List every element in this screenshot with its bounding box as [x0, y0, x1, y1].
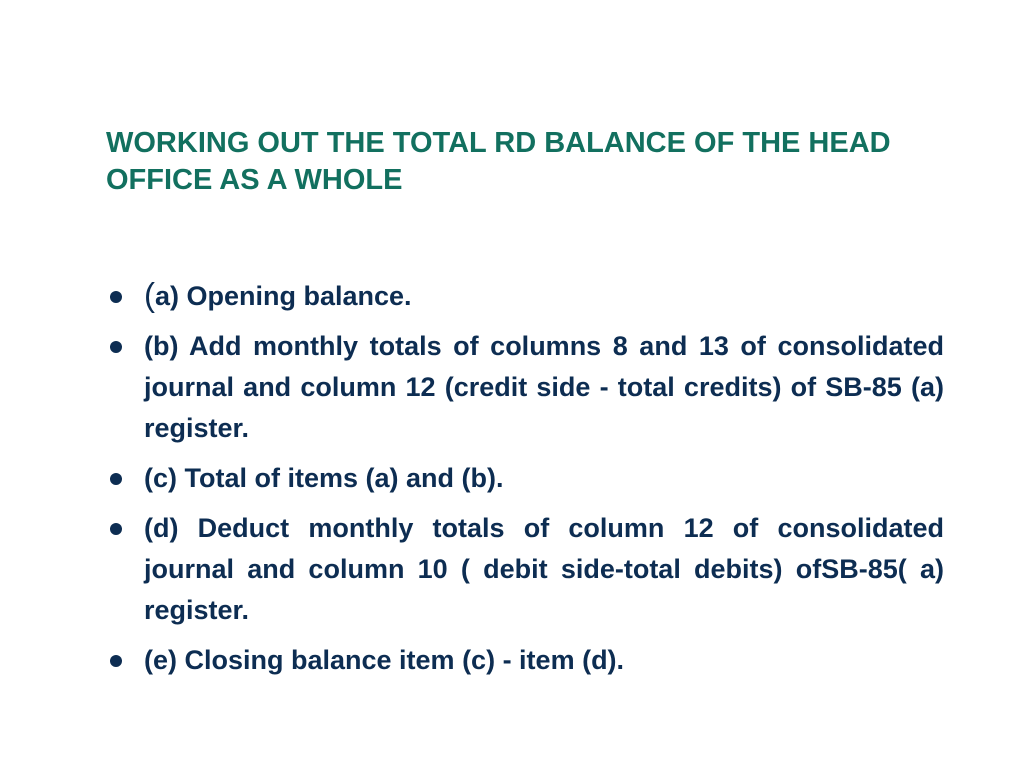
bullet-list: [106, 276, 944, 690]
bullet-text: (b) Add monthly totals of columns 8 and 13 of consolidated journal and column 12 (credit side - total credits) of SB-85 (a) register.: [144, 331, 944, 443]
bullet-item-e: [106, 640, 944, 681]
bullet-item-a: [106, 276, 944, 317]
bullet-dot-icon: [110, 473, 122, 485]
bullet-text: (c) Total of items (a) and (b).: [144, 463, 504, 493]
slide-title: WORKING OUT THE TOTAL RD BALANCE OF THE HEAD OFFICE AS A WHOLE: [106, 127, 891, 196]
bullet-text: (e) Closing balance item (c) - item (d).: [144, 645, 625, 675]
bullet-text: (d) Deduct monthly totals of column 12 of consolidated journal and column 10 ( debit side-total debits) ofSB-85( a) register.: [144, 513, 944, 625]
bullet-dot-icon: [110, 523, 122, 535]
bullet-text: a) Opening balance.: [155, 281, 412, 311]
bullet-dot-icon: [110, 341, 122, 353]
bullet-item-c: [106, 458, 944, 499]
bullet-item-b: [106, 326, 944, 449]
bullet-dot-icon: [110, 291, 122, 303]
bullet-lead-paren: (: [144, 276, 155, 313]
bullet-dot-icon: [110, 655, 122, 667]
bullet-item-d: [106, 508, 944, 631]
